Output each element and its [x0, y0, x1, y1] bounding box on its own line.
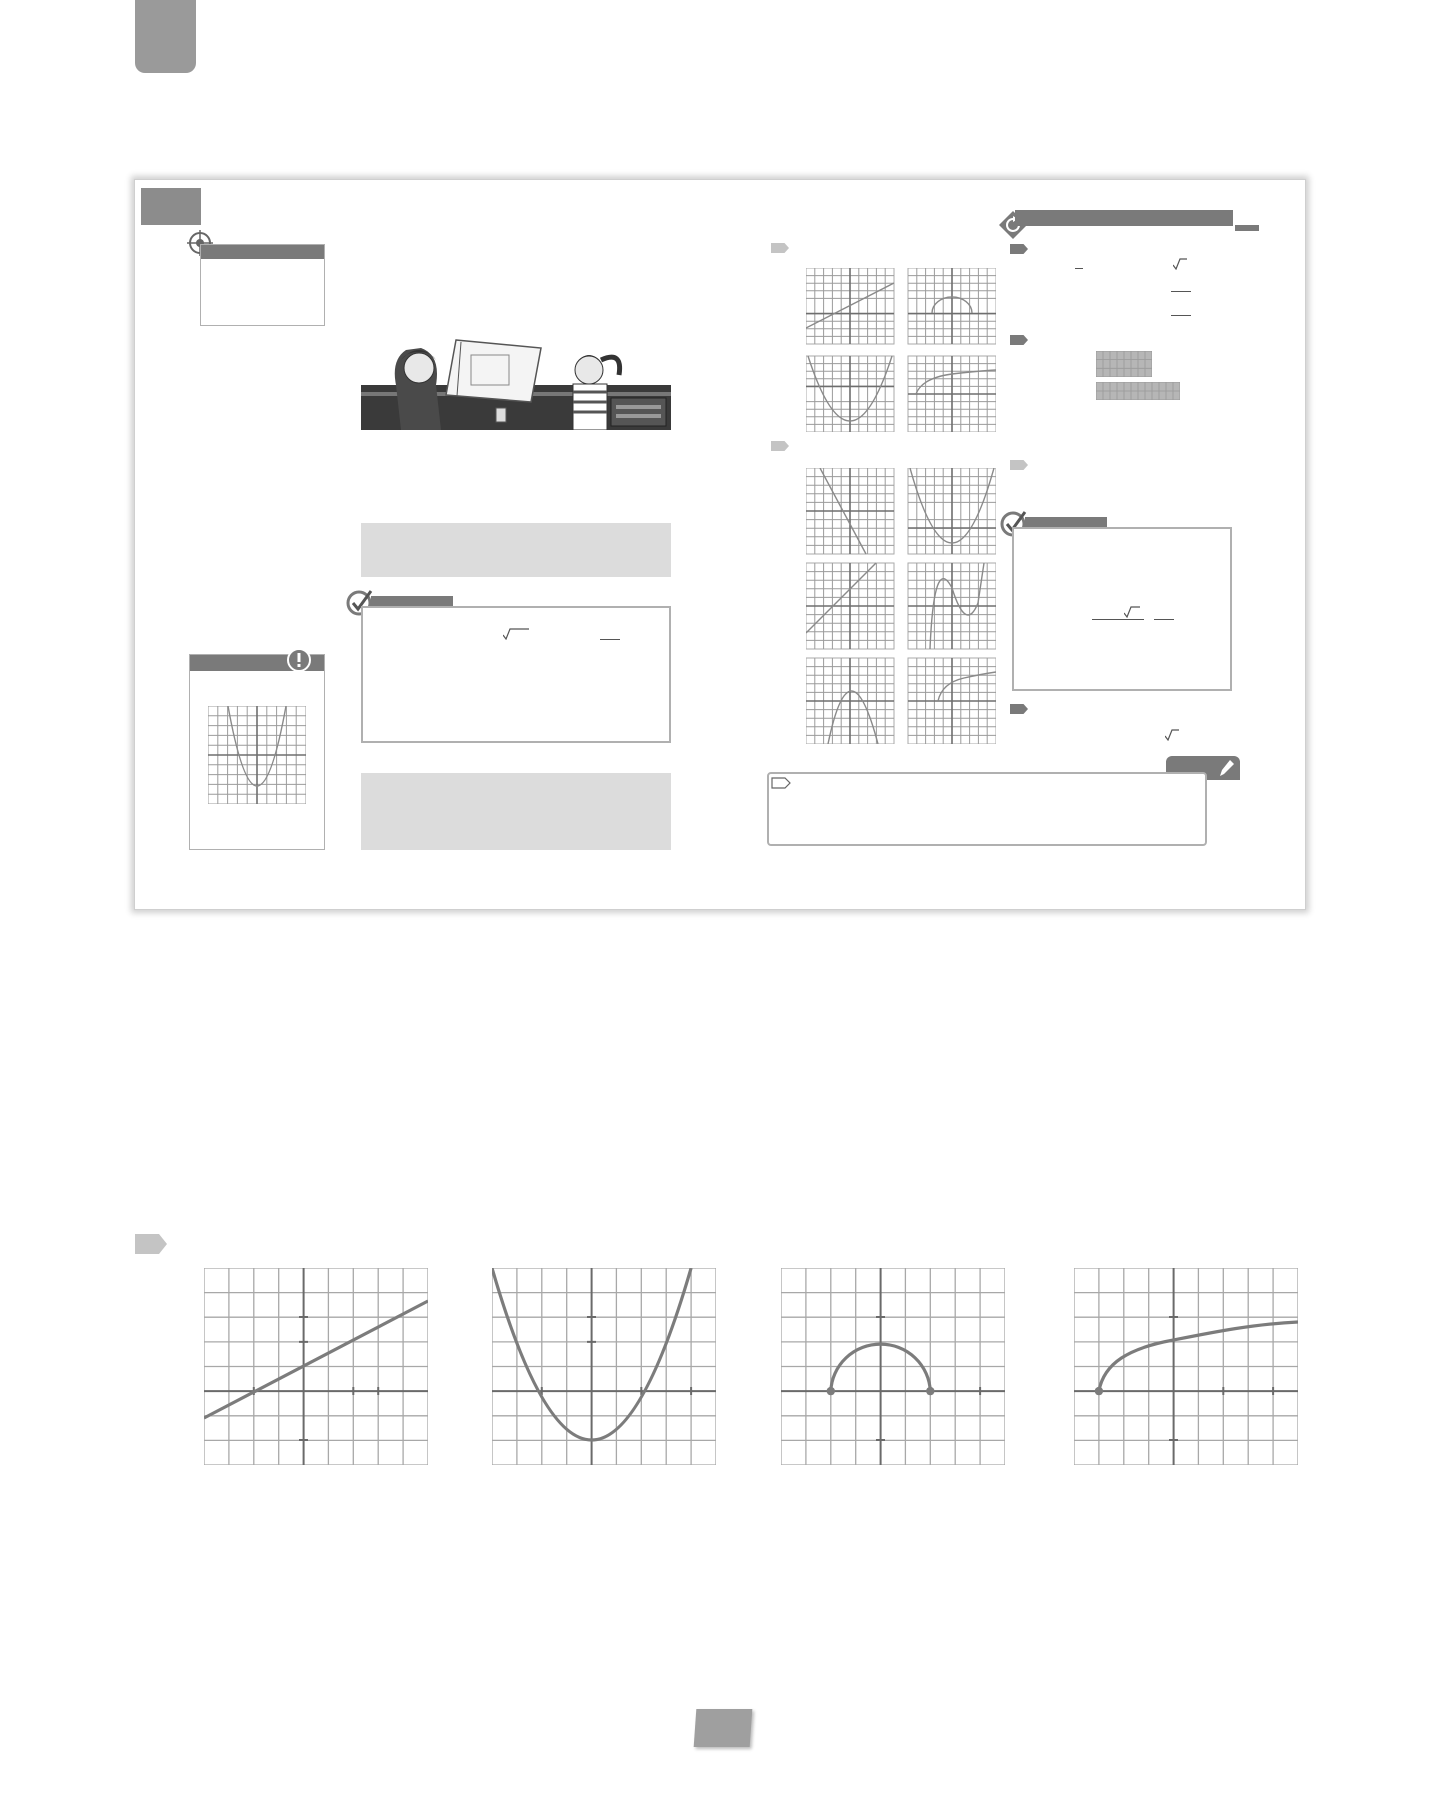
gray-info-box-2 — [361, 773, 671, 850]
page-number-tab — [694, 1709, 753, 1747]
graph-square-root — [1074, 1268, 1298, 1465]
fraction-bar — [1171, 315, 1191, 316]
review-tag-2 — [1010, 335, 1028, 345]
objective-header-bar — [201, 245, 324, 259]
lesson-tag — [141, 188, 201, 225]
fraction-bar — [1171, 291, 1191, 292]
pencil-corner-icon — [1216, 758, 1236, 778]
graph-parabola — [492, 1268, 716, 1465]
sqrt-symbol-icon — [1124, 606, 1140, 618]
check-exercise-box-right — [1012, 527, 1232, 691]
exercise-tag-1 — [771, 243, 789, 253]
graph-linear — [204, 1268, 428, 1465]
fraction-bar — [1092, 619, 1144, 620]
graphs-section-tag — [135, 1234, 167, 1254]
textbook-spread — [134, 179, 1306, 910]
minus-mark — [1075, 268, 1083, 269]
exclamation-icon — [286, 647, 312, 673]
review-tag-1 — [1010, 244, 1028, 254]
mini-graph-set-1 — [806, 268, 996, 432]
sqrt-symbol-icon — [1165, 729, 1179, 741]
side-parabola-graph — [208, 706, 306, 804]
review-tag-3 — [1010, 460, 1028, 470]
check-header-bar — [1025, 517, 1107, 527]
sqrt-symbol-icon — [1173, 258, 1187, 270]
objective-box — [200, 244, 325, 326]
side-note-panel — [189, 654, 325, 850]
note-tag-icon — [771, 777, 791, 789]
mini-graph-set-2 — [806, 468, 996, 744]
review-header-bar — [1015, 210, 1233, 226]
students-illustration — [361, 330, 671, 430]
gray-info-box-1 — [361, 523, 671, 577]
check-exercise-box — [361, 606, 671, 743]
fraction-bar — [600, 639, 620, 640]
exercise-tag-2 — [771, 441, 789, 451]
check-header-bar — [371, 596, 453, 606]
note-box — [767, 772, 1207, 846]
review-tag-4 — [1010, 704, 1028, 714]
block-array-2 — [1096, 382, 1180, 400]
sqrt-symbol-icon — [503, 628, 529, 640]
block-array-1 — [1096, 351, 1152, 377]
review-header-end — [1235, 225, 1259, 231]
fraction-bar — [1154, 619, 1174, 620]
graph-semicircle — [781, 1268, 1005, 1465]
chapter-tab — [135, 0, 196, 73]
